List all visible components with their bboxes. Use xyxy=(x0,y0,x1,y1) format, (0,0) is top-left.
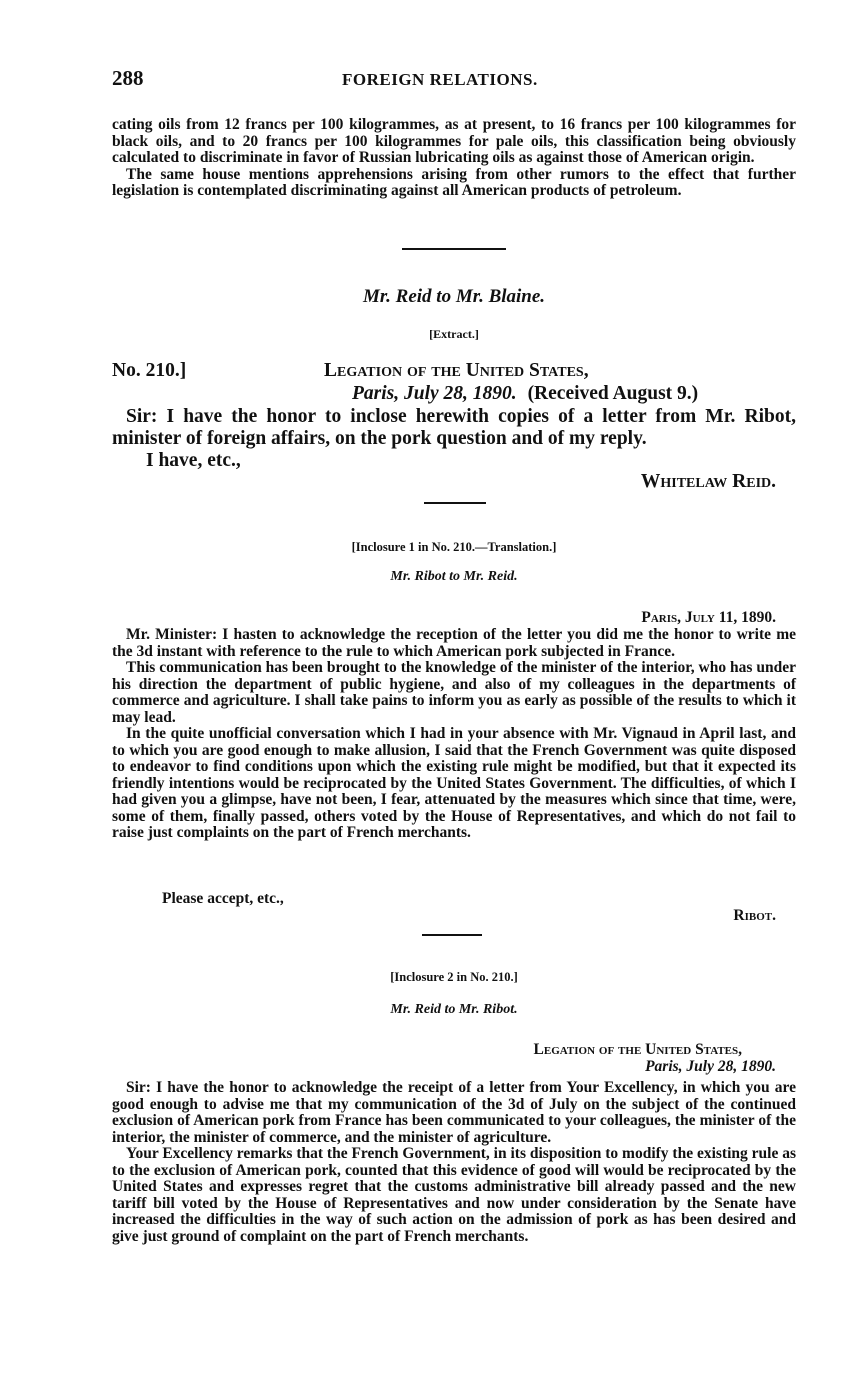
inclosure-text xyxy=(112,1080,796,1245)
inclosure-heading: Mr. Ribot to Mr. Reid. xyxy=(390,569,518,584)
inclosure-text xyxy=(112,627,796,842)
inclosure-heading: Mr. Reid to Mr. Ribot. xyxy=(390,1002,518,1017)
page-number: 288 xyxy=(112,66,144,90)
letter-dateline: Paris, July 28, 1890. xyxy=(352,383,517,404)
page-header xyxy=(112,66,796,96)
letter-closing: I have, etc., xyxy=(146,450,241,471)
inclosure-label: [Inclosure 1 in No. 210.—Translation.] xyxy=(351,540,557,554)
inclosure-dateline: Paris, July 28, 1890. xyxy=(645,1058,776,1075)
received-date: (Received August 9.) xyxy=(527,383,699,404)
paragraph: This communication has been brought to the knowledge of the minister of the interior, who has under his direction the department of public hygiene, and also of my colleagues in the departments of commerce and agriculture. I shall take pains to inform you as early as possible of the results to which it may lead. xyxy=(112,659,796,726)
paragraph: cating oils from 12 francs per 100 kilogrammes, as at present, to 16 francs per 100 kilogrammes for black oils, and to 20 francs per 100 kilogrammes for pale oils, this classification being obviously calculated to discriminate in favor of Russian lubricating oils as against those of American origin. xyxy=(112,116,796,166)
extract-label: [Extract.] xyxy=(429,327,479,341)
letter-dateline-row xyxy=(352,383,802,405)
letter-signature: Whitelaw Reid. xyxy=(640,471,776,492)
paragraph: Sir: I have the honor to acknowledge the receipt of a letter from Your Excellency, in which you are good enough to advise me that my communication of the 3d of July on the subject of the continued exclusion of American pork from France has been communicated to your colleagues, the minister of the interior, the minister of commerce, and the minister of agriculture. xyxy=(112,1079,796,1146)
running-head: FOREIGN RELATIONS. xyxy=(342,70,538,89)
letter-heading: Mr. Reid to Mr. Blaine. xyxy=(362,286,546,307)
section-divider xyxy=(422,934,482,936)
section-divider xyxy=(424,502,486,504)
letter-body xyxy=(112,406,796,450)
paragraph: Sir: I have the honor to inclose herewith copies of a letter from Mr. Ribot, minister of foreign affairs, on the pork question and of my reply. xyxy=(112,406,796,449)
paragraph: Your Excellency remarks that the French Government, in its disposition to modify the existing rule as to the exclusion of American pork, counted that this evidence of good will would be reciprocated by the United States and expresses regret that the customs administrative bill already passed and the new tariff bill voted by the House of Representatives and now under consideration by the Senate have increased the difficulties in the way of such action on the admission of pork as has been desired and give just ground of complaint on the part of French merchants. xyxy=(112,1145,796,1245)
letter-legation: Legation of the United States, xyxy=(324,360,589,381)
paragraph: The same house mentions apprehensions arising from other rumors to the effect that further legislation is contemplated discriminating against all American products of petroleum. xyxy=(112,165,796,199)
inclosure-signature: Ribot. xyxy=(733,907,776,924)
inclosure-label: [Inclosure 2 in No. 210.] xyxy=(390,970,518,984)
inclosure-dateline: Paris, July 11, 1890. xyxy=(641,609,776,626)
section-divider xyxy=(402,248,506,250)
inclosure-closing: Please accept, etc., xyxy=(162,890,284,907)
inclosure-legation: Legation of the United States, xyxy=(533,1041,742,1058)
intro-text xyxy=(112,117,796,200)
paragraph: In the quite unofficial conversation which I had in your absence with Mr. Vignaud in April last, and to which you are good enough to make allusion, I said that the French Government was quite disposed to endeavor to find conditions upon which the existing rule might be modified, but that it expected its friendly intentions would be reciprocated by the United States Government. The difficulties, of which I had given you a glimpse, have not been, I fear, attenuated by the measures which since that time, were, some of them, finally passed, others voted by the House of Representatives, and which do not fail to raise just complaints on the part of French merchants. xyxy=(112,725,796,841)
paragraph: Mr. Minister: I hasten to acknowledge the reception of the letter you did me the honor to write me the 3d instant with reference to the rule to which American pork subjected in France. xyxy=(112,626,796,660)
letter-number: No. 210.] xyxy=(112,360,187,381)
